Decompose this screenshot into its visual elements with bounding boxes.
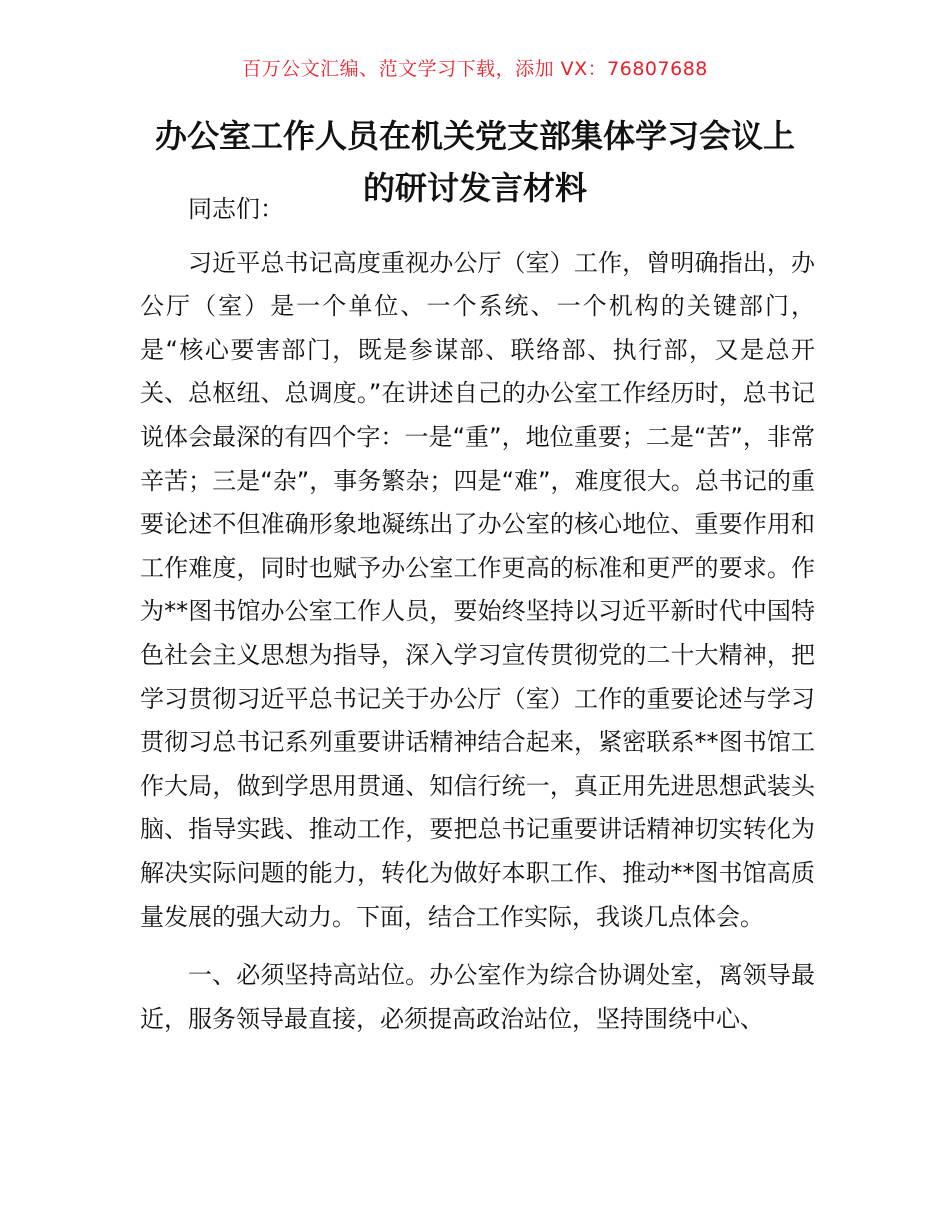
paragraph-section-1: 一、必须坚持高站位。办公室作为综合协调处室，离领导最近，服务领导最直接，必须提高政治站位，坚持围绕中心、: [140, 961, 815, 1033]
title-line-2: 的研讨发言材料: [362, 169, 587, 207]
document-body: [140, 188, 815, 1041]
watermark-banner: 百万公文汇编、范文学习下载，添加 VX：76807688: [242, 58, 708, 80]
title-line-1: 办公室工作人员在机关党支部集体学习会议上: [154, 117, 795, 155]
greeting: 同志们：: [188, 195, 284, 223]
paragraph-intro: 习近平总书记高度重视办公厅（室）工作，曾明确指出，办公厅（室）是一个单位、一个系统、一个机构的关键部门，是“核心要害部门，既是参谋部、联络部、执行部，又是总开关、总枢纽、总调度。”在讲述自己的办公室工作经历时，总书记说体会最深的有四个字：一是“重”，地位重要；二是“苦”，非常辛苦；三是“杂”，事务繁杂；四是“难”，难度很大。总书记的重要论述不但准确形象地凝练出了办公室的核心地位、重要作用和工作难度，同时也赋予办公室工作更高的标准和更严的要求。作为**图书馆办公室工作人员，要始终坚持以习近平新时代中国特色社会主义思想为指导，深入学习宣传贯彻党的二十大精神，把学习贯彻习近平总书记关于办公厅（室）工作的重要论述与学习贯彻习总书记系列重要讲话精神结合起来，紧密联系**图书馆工作大局，做到学思用贯通、知信行统一，真正用先进思想武装头脑、指导实践、推动工作，要把总书记重要讲话精神切实转化为解决实际问题的能力，转化为做好本职工作、推动**图书馆高质量发展的强大动力。下面，结合工作实际，我谈几点体会。: [140, 248, 815, 931]
